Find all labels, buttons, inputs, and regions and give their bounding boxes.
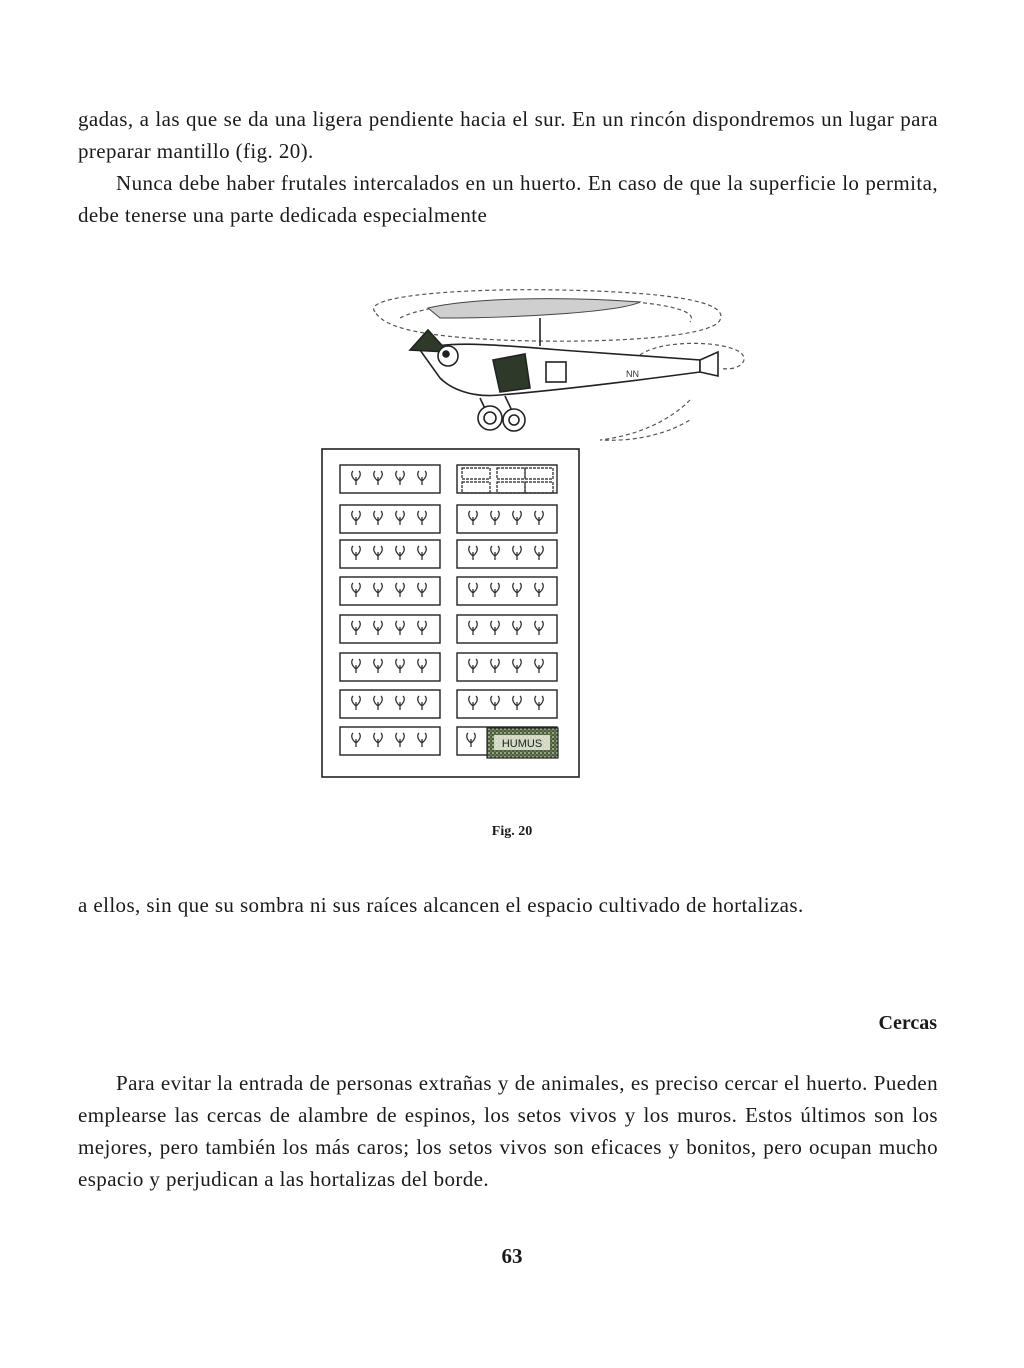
seedling-icon [418,733,426,747]
garden-bed [340,615,440,643]
seedling-icon [396,733,404,747]
garden-bed [340,690,440,718]
seedling-icon [374,659,382,673]
seedling-icon [469,621,477,635]
garden-bed [340,540,440,568]
seedling-icon [469,696,477,710]
seedling-icon [469,583,477,597]
garden-bed [457,505,557,533]
seedling-icon [374,583,382,597]
seedbed-frame [497,482,525,493]
seedling-icon [535,511,543,525]
seedling-icon [418,659,426,673]
seedling-icon [374,733,382,747]
seedling-icon [513,621,521,635]
seedling-icon [491,511,499,525]
garden-bed [340,653,440,681]
seedling-icon [491,583,499,597]
garden-bed [457,653,557,681]
garden-beds [340,465,557,755]
seedling-icon [396,583,404,597]
seedling-icon [513,511,521,525]
garden-bed [340,577,440,605]
seedling-icon [352,511,360,525]
seedling-icon [418,696,426,710]
seedling-icon [374,511,382,525]
section-heading-cercas: Cercas [878,1012,937,1034]
main-rotor-blade [428,299,640,318]
seedling-icon [418,511,426,525]
humus-label: HUMUS [501,738,543,750]
seedling-icon [535,659,543,673]
seedling-icon [396,546,404,560]
seedling-icon [374,546,382,560]
paragraph-frutales: Nunca debe haber frutales intercalados en un huerto. En caso de que la superficie lo permita, debe tenerse una parte dedicada especialmente [78,171,938,227]
page-number: 63 [501,1244,523,1268]
seedling-icon [469,546,477,560]
seedling-icon [374,471,382,485]
garden-bed [457,577,557,605]
figure-caption: Fig. 20 [491,824,533,839]
seedling-icon [396,471,404,485]
seedling-icon [418,471,426,485]
seedling-icon [396,621,404,635]
garden-bed [457,615,557,643]
seedling-icon [352,621,360,635]
seedbed-frame [462,482,490,493]
seedling-icon [491,621,499,635]
seedbed-frame [462,468,490,479]
seedling-icon [513,659,521,673]
garden-bed [340,727,440,755]
garden-bed [457,540,557,568]
seedling-icon [352,659,360,673]
seedling-icon [352,546,360,560]
paragraph-cercas: Para evitar la entrada de personas extrañas y de animales, es preciso cercar el huerto. Pueden emplearse las cercas de alambre de espinos, los setos vivos y los muros. Estos últimos son los mejores, pero también los más caros; los setos vivos son eficaces y bonitos, pero ocupan mucho espacio y perjudican a las hortalizas del borde. [78,1071,938,1191]
seedling-icon [396,511,404,525]
seedling-icon [418,621,426,635]
seedling-icon [352,696,360,710]
seedbed-frame [497,468,525,479]
seedling-icon [396,659,404,673]
garden-bed [340,505,440,533]
garden-bed [457,690,557,718]
seedling-icon [513,546,521,560]
seedling-icon [396,696,404,710]
seedling-icon [374,696,382,710]
seedling-icon [513,583,521,597]
paragraph-continuation-2: a ellos, sin que su sombra ni sus raíces alcancen el espacio cultivado de hortalizas. [78,893,804,917]
seedling-icon [491,696,499,710]
seedling-icon [535,546,543,560]
plane-marking: NN [626,369,639,379]
garden-bed [340,465,440,493]
seedling-icon [352,733,360,747]
seedling-icon [418,546,426,560]
seedling-icon [535,696,543,710]
seedling-icon [418,583,426,597]
seedling-icon [491,659,499,673]
seedbed-frame [525,482,553,493]
seedling-icon [352,471,360,485]
paragraph-continuation: gadas, a las que se da una ligera pendiente hacia el sur. En un rincón dispondremos un lugar para preparar mantillo (fig. 20). [78,107,938,163]
seedling-icon [535,621,543,635]
seedbed-frame [525,468,553,479]
seedling-icon [491,546,499,560]
seedling-icon [469,511,477,525]
seedling-icon [467,733,475,747]
seedling-icon [535,583,543,597]
seedling-icon [374,621,382,635]
seedling-icon [513,696,521,710]
seedling-icon [469,659,477,673]
seedling-icon [352,583,360,597]
